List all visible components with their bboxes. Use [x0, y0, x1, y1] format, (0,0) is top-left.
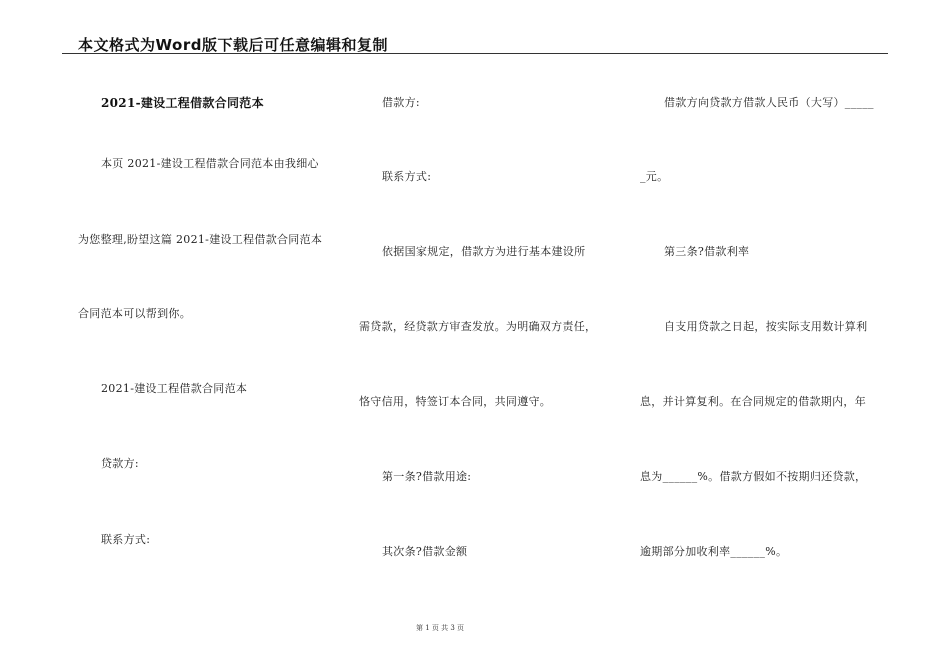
document-title: 2021-建设工程借款合同范本: [101, 96, 264, 110]
contract-subtitle: 2021-建设工程借款合同范本: [101, 382, 248, 395]
interest-line-2: 息，并计算复利。在合同规定的借款期内，年: [640, 395, 866, 408]
lender-label: 贷款方:: [101, 457, 139, 470]
clause-1-heading: 第一条?借款用途:: [382, 470, 472, 483]
header-divider: [62, 53, 888, 54]
intro-line-2: 为您整理,盼望这篇 2021-建设工程借款合同范本: [78, 233, 323, 246]
preamble-line-3: 恪守信用，特签订本合同，共同遵守。: [359, 395, 552, 408]
lender-contact-label: 联系方式:: [101, 533, 151, 546]
download-banner: 本文格式为Word版下载后可任意编辑和复制: [78, 36, 388, 54]
clause-3-heading: 第三条?借款利率: [664, 245, 750, 258]
preamble-line-2: 需贷款，经贷款方审查发放。为明确双方责任，: [359, 320, 597, 333]
clause-2-heading: 其次条?借款金额: [382, 545, 468, 558]
intro-line-3: 合同范本可以帮到你。: [78, 307, 191, 320]
loan-amount-line-1: 借款方向贷款方借款人民币（大写）_____: [664, 96, 874, 109]
loan-amount-line-2: _元。: [640, 170, 669, 183]
preamble-line-1: 依据国家规定，借款方为进行基本建设所: [382, 245, 586, 258]
interest-line-4: 逾期部分加收利率______%。: [640, 545, 788, 558]
interest-line-3: 息为______%。借款方假如不按期归还贷款，: [640, 470, 867, 483]
page-number: 第 1 页 共 3 页: [415, 624, 465, 632]
interest-line-1: 自支用贷款之日起，按实际支用数计算利: [664, 320, 868, 333]
intro-line-1: 本页 2021-建设工程借款合同范本由我细心: [101, 157, 319, 170]
borrower-label: 借款方:: [382, 96, 420, 109]
borrower-contact-label: 联系方式:: [382, 170, 432, 183]
